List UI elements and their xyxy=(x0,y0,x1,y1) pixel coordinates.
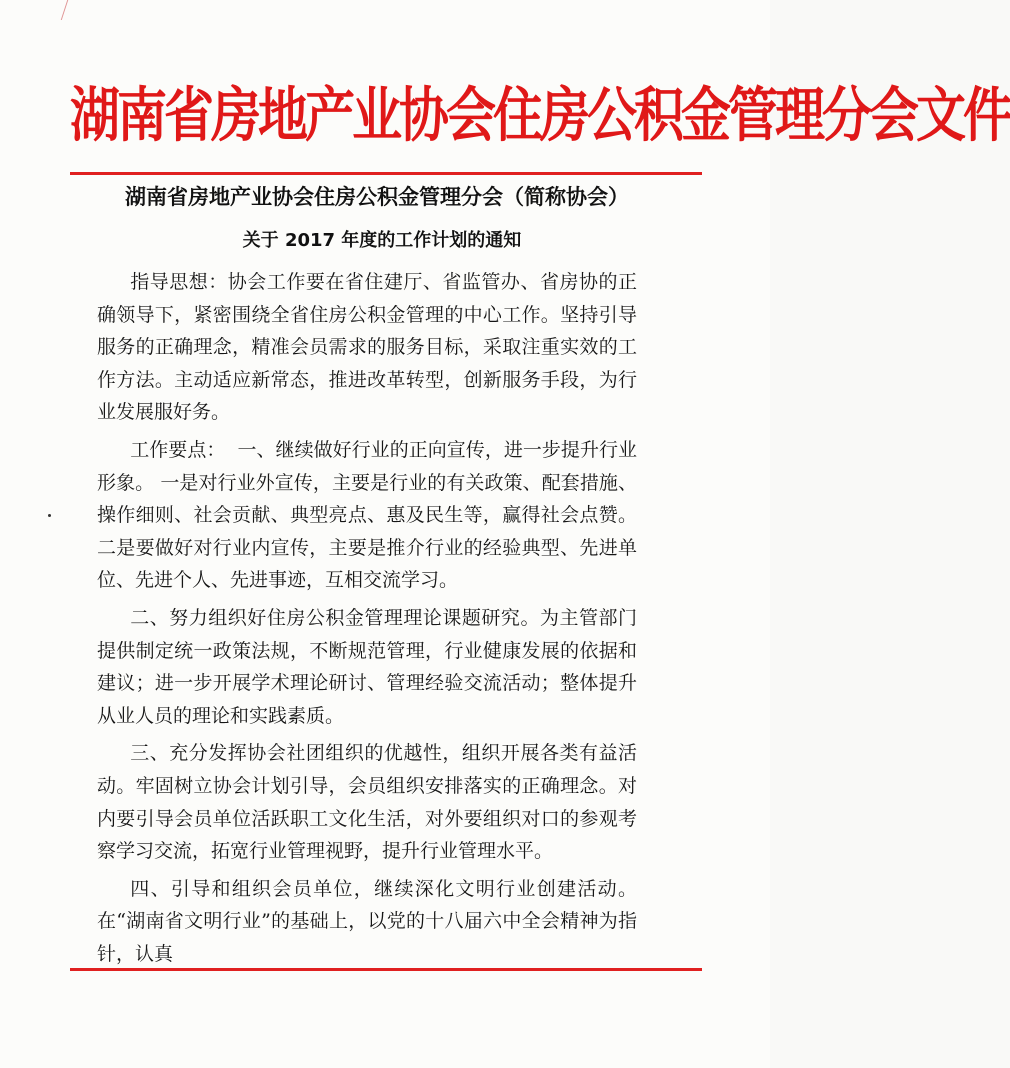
red-header-title: 湖南省房地产业协会住房公积金管理分会文件 xyxy=(70,81,1010,150)
paragraph-work-points-1: 工作要点： 一、继续做好行业的正向宣传，进一步提升行业形象。 一是对行业外宣传，主要是行业的有关政策、配套措施、操作细则、社会贡献、典型亮点、惠及民生等，赢得社会点赞。二是要做好对行业内宣传，主要是推介行业的经验典型、先进单位、先进个人、先进事迹，互相交流学习。 xyxy=(97,438,637,592)
margin-dot xyxy=(48,514,51,517)
paragraph-work-points-4: 四、引导和组织会员单位，继续深化文明行业创建活动。在“湖南省文明行业”的基础上，以党的十八届六中全会精神为指针，认真 xyxy=(97,877,637,965)
paragraph-work-points-2: 二、努力组织好住房公积金管理理论课题研究。为主管部门提供制定统一政策法规，不断规范管理，行业健康发展的依据和建议；进一步开展学术理论研讨、管理经验交流活动；整体提升从业人员的理论和实践素质。 xyxy=(97,606,637,727)
notice-body xyxy=(97,266,637,975)
notice-title-line2: 关于 2017 年度的工作计划的通知 xyxy=(242,230,522,251)
red-footer-rule xyxy=(70,968,702,971)
corner-pen-mark xyxy=(61,0,82,20)
paragraph-work-points-3: 三、充分发挥协会社团组织的优越性，组织开展各类有益活动。牢固树立协会计划引导，会员组织安排落实的正确理念。对内要引导会员单位活跃职工文化生活，对外要组织对口的参观考察学习交流，拓宽行业管理视野，提升行业管理水平。 xyxy=(97,742,637,863)
paragraph-guiding-ideology: 指导思想：协会工作要在省住建厅、省监管办、省房协的正确领导下，紧密围绕全省住房公积金管理的中心工作。坚持引导服务的正确理念，精准会员需求的服务目标，采取注重实效的工作方法。主动适应新常态，推进改革转型，创新服务手段，为行业发展服好务。 xyxy=(97,271,637,424)
notice-title-line1: 湖南省房地产业协会住房公积金管理分会（简称协会） xyxy=(125,185,629,209)
red-header-rule xyxy=(70,172,702,175)
